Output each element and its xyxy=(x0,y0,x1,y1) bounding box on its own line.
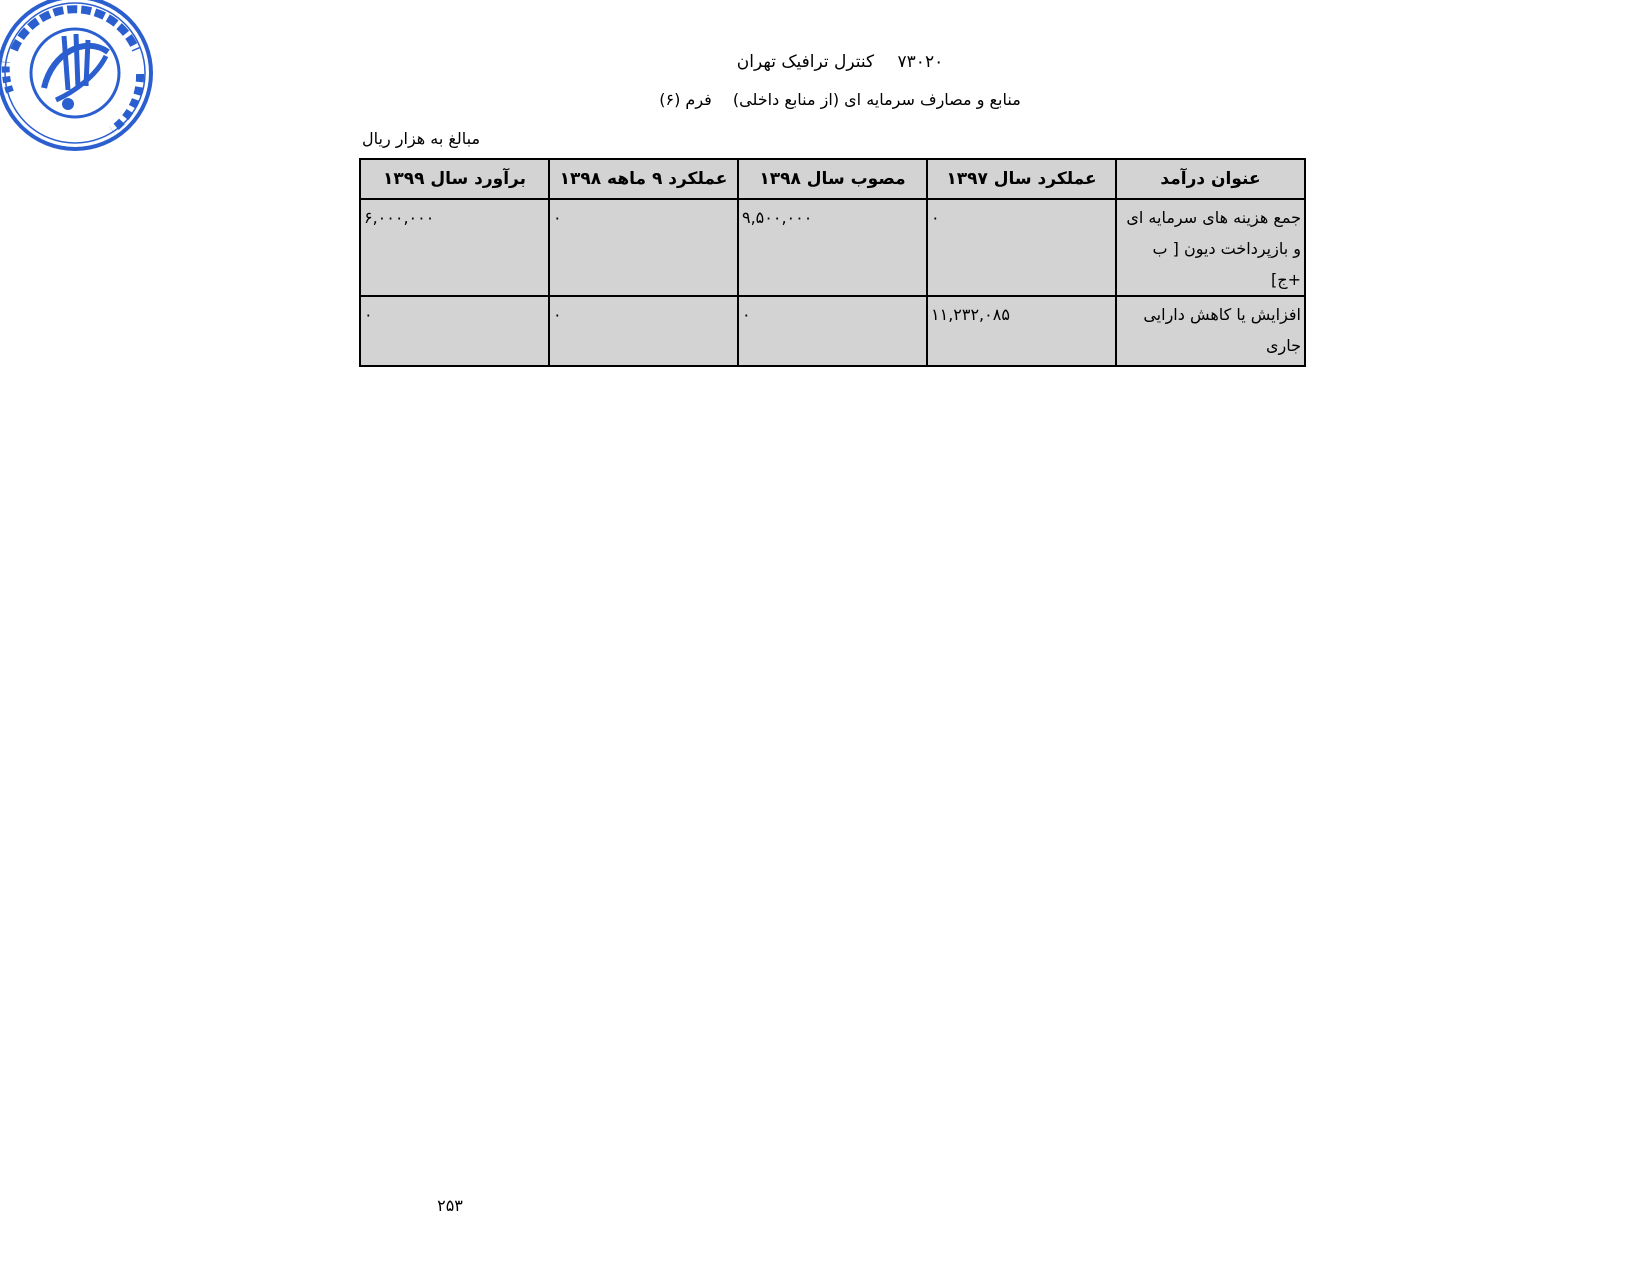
document-title xyxy=(600,52,1080,72)
header-approved-1398: مصوب سال ۱۳۹۸ xyxy=(738,159,927,199)
budget-table xyxy=(359,158,1306,367)
header-revenue-title: عنوان درآمد xyxy=(1116,159,1305,199)
cell-actual-1397: ۱۱,۲۳۲,۰۸۵ xyxy=(927,296,1116,366)
form-number: فرم (۶) xyxy=(659,90,712,109)
table-header-row xyxy=(360,159,1305,199)
row-label xyxy=(1116,199,1305,296)
row-label-line: و بازپرداخت دیون [ ب +ج] xyxy=(1152,239,1301,289)
table-row xyxy=(360,296,1305,366)
row-label-line: جمع هزینه های سرمایه ای xyxy=(1126,208,1301,227)
header-estimate-1399: برآورد سال ۱۳۹۹ xyxy=(360,159,549,199)
cell-approved-1398: ۹,۵۰۰,۰۰۰ xyxy=(738,199,927,296)
cell-9month-1398: ۰ xyxy=(549,199,738,296)
cell-approved-1398: ۰ xyxy=(738,296,927,366)
row-label-line: جاری xyxy=(1265,336,1301,355)
form-code: ۷۳۰۲۰ xyxy=(897,52,944,72)
page-number: ۲۵۳ xyxy=(437,1196,463,1215)
table-row xyxy=(360,199,1305,296)
row-label xyxy=(1116,296,1305,366)
title-text: کنترل ترافیک تهران xyxy=(736,52,875,72)
cell-actual-1397: ۰ xyxy=(927,199,1116,296)
unit-note: مبالغ به هزار ریال xyxy=(362,129,481,148)
row-label-line: افزایش یا کاهش دارایی xyxy=(1143,305,1301,324)
document-subtitle xyxy=(560,90,1120,109)
council-seal-icon xyxy=(0,0,156,154)
subtitle-text: منابع و مصارف سرمایه ای (از منابع داخلی) xyxy=(732,90,1021,109)
header-actual-1397: عملکرد سال ۱۳۹۷ xyxy=(927,159,1116,199)
cell-9month-1398: ۰ xyxy=(549,296,738,366)
cell-estimate-1399: ۰ xyxy=(360,296,549,366)
cell-estimate-1399: ۶,۰۰۰,۰۰۰ xyxy=(360,199,549,296)
header-9month-1398: عملکرد ۹ ماهه ۱۳۹۸ xyxy=(549,159,738,199)
